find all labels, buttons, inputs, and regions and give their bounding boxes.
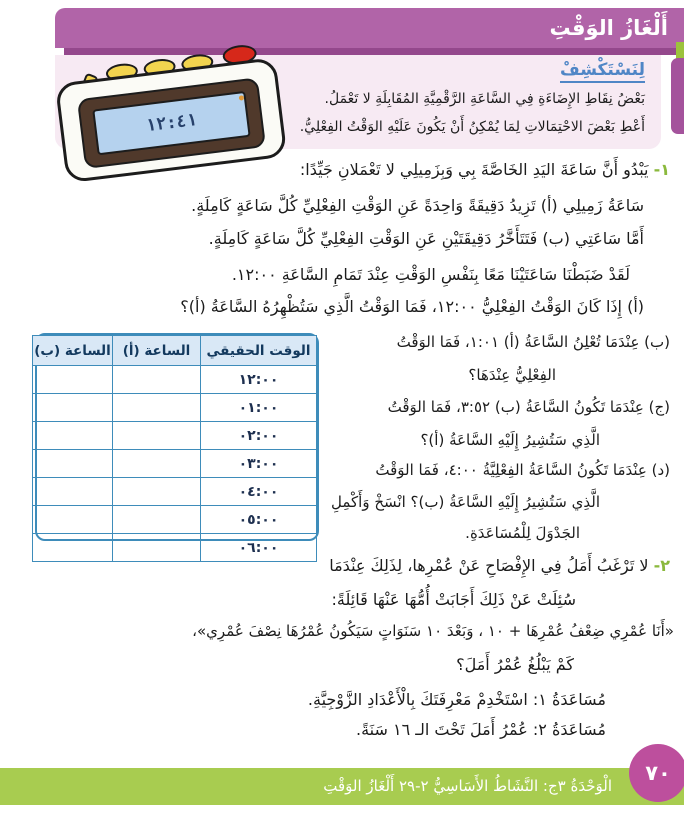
footer-bar: [0, 768, 684, 805]
empty-cell: [33, 534, 113, 562]
real-time-cell: ٠٥:٠٠: [201, 506, 317, 534]
clock-time-digits: ١٢:٤١: [144, 110, 199, 137]
empty-cell: [113, 534, 201, 562]
page-number-badge: [629, 744, 684, 802]
real-time-cell: ٠١:٠٠: [201, 394, 317, 422]
question-2-line-2: سُئِلَتْ عَنْ ذَلِكَ أَجَابَتْ أُمُّهَا عَنْهَا قَائِلَةً:: [331, 590, 576, 609]
empty-cell: [33, 506, 113, 534]
question-1-clock-b-line: أَمَّا سَاعَتِي (ب) فَتَتَأَخَّرُ دَقِيقَتَيْنِ عَنِ الوَقْتِ الفِعْلِيِّ كُلَّ سَاعَةٍ كَامِلَةٍ.: [208, 229, 644, 248]
empty-cell: [113, 366, 201, 394]
alarm-clock-illustration: [50, 32, 294, 189]
empty-cell: [113, 394, 201, 422]
question-2-question: كَمْ يَبْلُغُ عُمْرُ أَمَلَ؟: [456, 655, 574, 674]
real-time-cell: ٠٣:٠٠: [201, 450, 317, 478]
table-header-clock-b: الساعة (ب): [33, 336, 113, 366]
real-time-cell: ٠٢:٠٠: [201, 422, 317, 450]
table-row: [33, 506, 317, 534]
question-2-number: ٢-: [653, 556, 670, 575]
page-number: ٧٠: [645, 761, 671, 785]
explore-line-1: بَعْضُ نِقَاطِ الإِضَاءَةِ فِي السَّاعَةِ الرَّقْمِيَّةِ المُقَابِلَةِ لا تَعْمَلُ.: [324, 91, 645, 107]
table-row: [33, 450, 317, 478]
question-2-hint-2: مُسَاعَدَةُ ٢: عُمْرُ أَمَلَ تَحْتَ الـ ١٦ سَنَةً.: [356, 720, 606, 739]
lesson-title-banner: [55, 8, 684, 48]
explore-line-2: أَعْطِ بَعْضَ الاحْتِمَالاتِ لِمَا يُمْكِنُ أَنْ يَكُونَ عَلَيْهِ الوَقْتُ الفِعْلِيُّ.: [299, 119, 645, 135]
question-1-intro: [300, 160, 670, 180]
real-time-cell: ١٢:٠٠: [201, 366, 317, 394]
table-header-row: [33, 336, 317, 366]
question-1-part-b-line-1: (ب) عِنْدَمَا تُعْلِنُ السَّاعَةُ (أ) ١:٠١، فَمَا الوَقْتُ: [396, 333, 670, 351]
page-title: أَلْغَازُ الوَقْتِ: [549, 16, 668, 40]
empty-cell: [113, 450, 201, 478]
question-1-number: ١-: [653, 160, 670, 179]
question-2-quote: «أَنَا عُمْرِي ضِعْفُ عُمْرِهَا + ١٠ ، وَبَعْدَ ١٠ سَنَوَاتٍ سَيَكُونُ عُمْرُهَا نِصْفَ عُمْرِي»،: [192, 622, 674, 640]
question-1-part-c-line-2: الَّذِي سَتُشِيرُ إِلَيْهِ السَّاعَةُ (أ)؟: [420, 431, 600, 449]
table-row: [33, 534, 317, 562]
table-row: [33, 478, 317, 506]
question-2-intro: [329, 556, 670, 576]
empty-cell: [33, 366, 113, 394]
empty-cell: [113, 422, 201, 450]
question-1-intro-text: يَبْدُو أَنَّ سَاعَةَ اليَدِ الخَاصَّةَ بِي وَبِزَمِيلِي لا تَعْمَلانِ جَيِّدًا:: [299, 160, 649, 179]
question-1-part-c-line-1: (ج) عِنْدَمَا تَكُونُ السَّاعَةُ (ب) ٣:٥٢، فَمَا الوَقْتُ: [387, 398, 670, 416]
footer-lesson-label: الْوَحْدَةُ ٣ج: النَّشَاطُ الأَسَاسِيُّ ٢-٢٩ أَلْغَازُ الوَقْتِ: [323, 777, 612, 795]
helper-table: [34, 333, 319, 556]
edge-tab-purple: [671, 58, 684, 134]
empty-cell: [33, 478, 113, 506]
table-header-clock-a: الساعة (أ): [113, 336, 201, 366]
empty-cell: [113, 478, 201, 506]
real-time-cell: ٠٤:٠٠: [201, 478, 317, 506]
question-1-part-d-line-1: (د) عِنْدَمَا تَكُونُ السَّاعَةُ الفِعْلِيَّةُ ٤:٠٠، فَمَا الوَقْتُ: [375, 461, 670, 479]
table-row: [33, 422, 317, 450]
question-1-part-a: (أ) إِذَا كَانَ الوَقْتُ الفِعْلِيُّ ١٢:٠٠، فَمَا الوَقْتُ الَّذِي سَتُظْهِرُهُ السَّاعَةُ (أ)؟: [180, 297, 644, 316]
empty-cell: [33, 422, 113, 450]
empty-cell: [33, 394, 113, 422]
question-1-part-b-line-2: الفِعْلِيُّ عِنْدَهَا؟: [468, 366, 556, 384]
question-1-sync-line: لَقَدْ ضَبَطْنَا سَاعَتَيْنَا مَعًا بِنَفْسِ الوَقْتِ عِنْدَ تَمَامِ السَّاعَةِ ١٢:٠٠.: [231, 265, 630, 284]
real-time-cell: ٠٦:٠٠: [201, 534, 317, 562]
table-row: [33, 394, 317, 422]
question-2-intro-text: لا تَرْغَبُ أَمَلُ فِي الإِفْصَاحِ عَنْ عُمْرِها، لِذَلِكَ عِنْدَمَا: [329, 556, 649, 575]
question-2-hint-1: مُسَاعَدَةُ ١: اسْتَخْدِمْ مَعْرِفَتَكَ بِالْأَعْدَادِ الزَّوْجِيَّةِ.: [307, 690, 606, 709]
table-header-real-time: الوقت الحقيقي: [201, 336, 317, 366]
table-row: [33, 366, 317, 394]
question-1-part-d-line-2: الَّذِي سَتُشِيرُ إِلَيْهِ السَّاعَةُ (ب)؟ انْسَخْ وَأَكْمِلِ: [330, 493, 600, 511]
empty-cell: [113, 506, 201, 534]
explore-heading: لِنَسْتَكْشِفْ: [560, 60, 645, 83]
question-1-part-d-line-3: الجَدْوَلَ لِلْمُسَاعَدَةِ.: [465, 524, 580, 542]
empty-cell: [33, 450, 113, 478]
question-1-clock-a-line: سَاعَةُ زَمِيلِي (أ) تَزِيدُ دَقِيقَةً وَاحِدَةً عَنِ الوَقْتِ الفِعْلِيِّ كُلَّ سَاعَةٍ كَامِلَةٍ.: [191, 196, 644, 215]
